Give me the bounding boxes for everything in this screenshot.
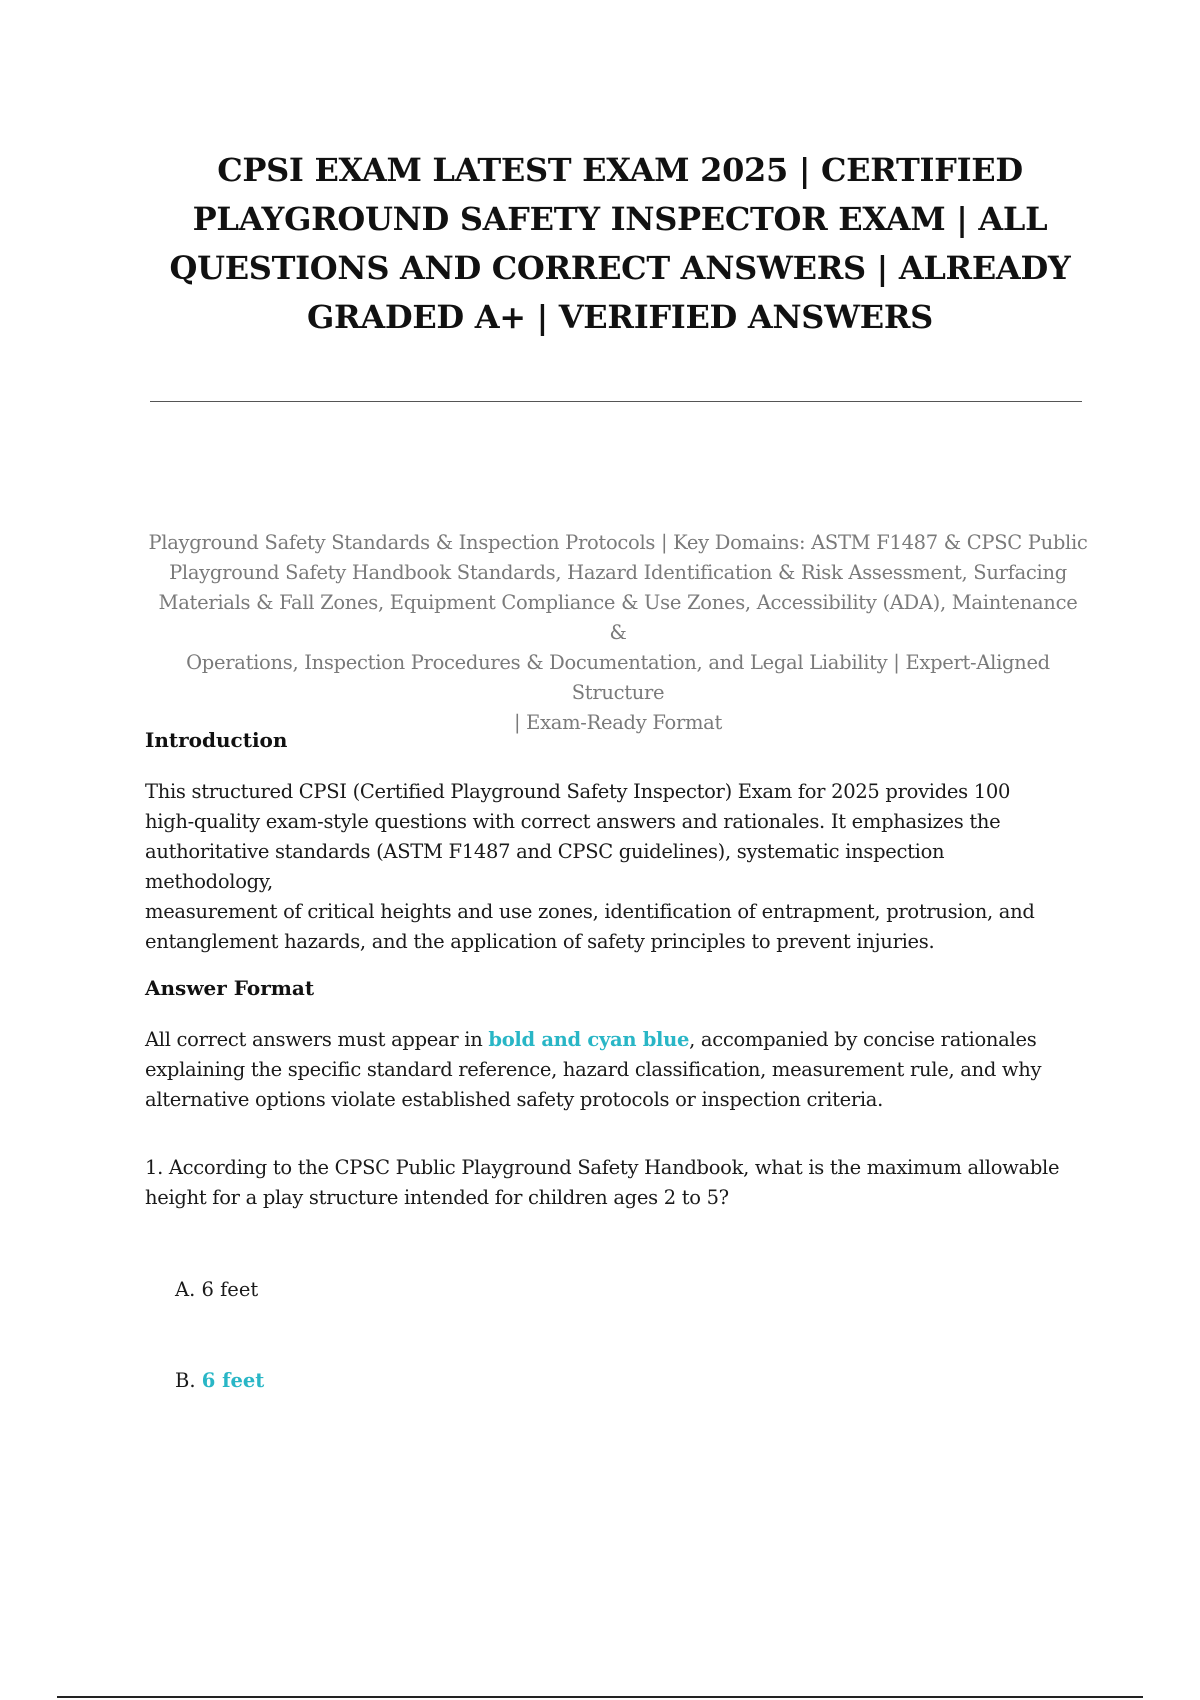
document-subtitle	[148, 528, 1088, 738]
subtitle-line: Playground Safety Standards & Inspection Protocols | Key Domains: ASTM F1487 & CPSC Public	[148, 531, 1088, 554]
option-text-correct: 6 feet	[201, 1369, 265, 1392]
introduction-heading: Introduction	[145, 728, 288, 752]
introduction-paragraph	[145, 777, 1075, 957]
paragraph-line: entanglement hazards, and the application of safety principles to prevent injuries.	[145, 930, 935, 953]
paragraph-line: This structured CPSI (Certified Playground Safety Inspector) Exam for 2025 provides 100	[145, 780, 1011, 803]
option-letter: B.	[175, 1369, 196, 1392]
paragraph-line: authoritative standards (ASTM F1487 and CPSC guidelines), systematic inspection methodology,	[145, 840, 945, 893]
subtitle-line: | Exam-Ready Format	[513, 711, 723, 734]
title-line: PLAYGROUND SAFETY INSPECTOR EXAM | ALL	[192, 200, 1048, 238]
title-line: QUESTIONS AND CORRECT ANSWERS | ALREADY	[169, 249, 1071, 287]
option-b	[175, 1366, 264, 1396]
paragraph-line	[145, 1025, 1075, 1055]
text-span: , accompanied by concise rationales	[689, 1028, 1037, 1051]
paragraph-line: alternative options violate established safety protocols or inspection criteria.	[145, 1088, 884, 1111]
title-line: CPSI EXAM LATEST EXAM 2025 | CERTIFIED	[217, 151, 1023, 189]
document-title	[150, 146, 1090, 342]
subtitle-line: Operations, Inspection Procedures & Documentation, and Legal Liability | Expert-Aligned Structure	[186, 651, 1050, 704]
option-a	[175, 1275, 258, 1305]
answer-format-paragraph	[145, 1025, 1075, 1115]
highlighted-text: bold and cyan blue	[488, 1028, 690, 1051]
paragraph-line: high-quality exam-style questions with correct answers and rationales. It emphasizes the	[145, 810, 1001, 833]
title-divider	[150, 401, 1082, 402]
text-span: All correct answers must appear in	[145, 1028, 489, 1051]
paragraph-line: explaining the specific standard reference, hazard classification, measurement rule, and why	[145, 1058, 1042, 1081]
title-line: GRADED A+ | VERIFIED ANSWERS	[307, 298, 933, 336]
paragraph-line: measurement of critical heights and use zones, identification of entrapment, protrusion, and	[145, 900, 1035, 923]
option-letter: A.	[175, 1278, 196, 1301]
question-line: height for a play structure intended for children ages 2 to 5?	[145, 1186, 729, 1209]
subtitle-line: Materials & Fall Zones, Equipment Compliance & Use Zones, Accessibility (ADA), Maintenance &	[158, 591, 1078, 644]
option-text: 6 feet	[201, 1278, 259, 1301]
question-1	[145, 1153, 1075, 1213]
answer-format-heading: Answer Format	[145, 976, 315, 1000]
subtitle-line: Playground Safety Handbook Standards, Hazard Identification & Risk Assessment, Surfacing	[169, 561, 1067, 584]
footer-divider	[57, 1696, 1143, 1698]
question-line: 1. According to the CPSC Public Playground Safety Handbook, what is the maximum allowable	[145, 1156, 1060, 1179]
